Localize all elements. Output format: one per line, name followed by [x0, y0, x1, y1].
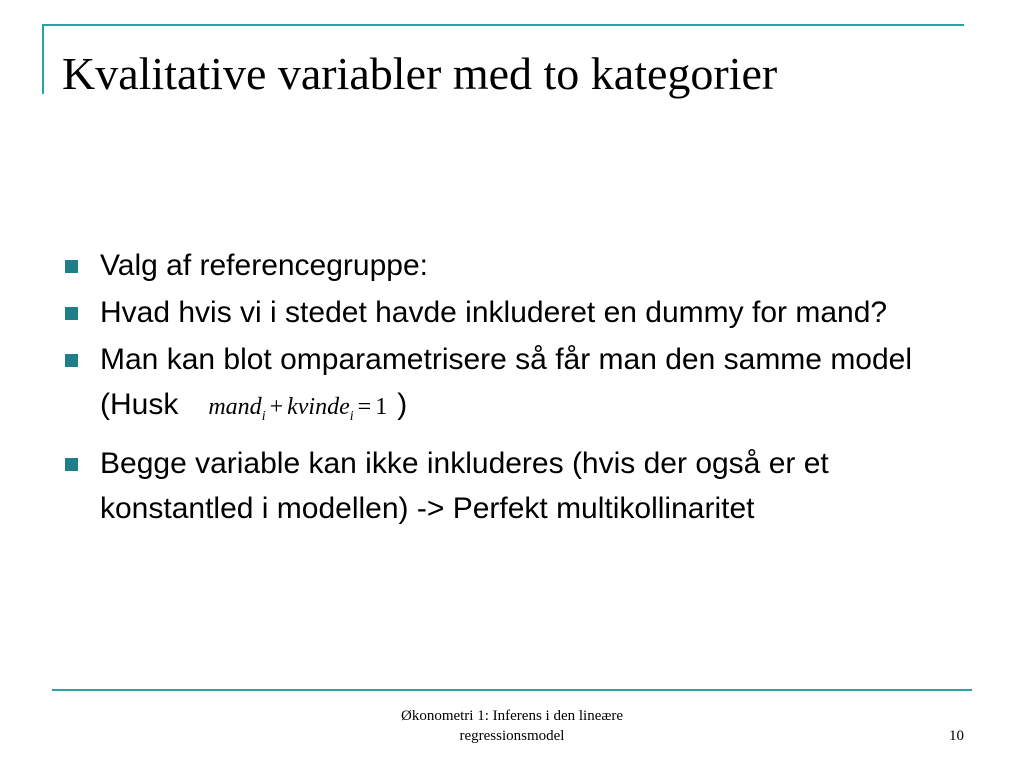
slide-title: Kvalitative variabler med to kategorier: [62, 48, 778, 99]
formula-plus: +: [269, 394, 284, 420]
square-bullet-icon: [65, 260, 78, 273]
bullet-text: Hvad hvis vi i stedet havde inkluderet en dummy for mand?: [100, 296, 888, 329]
bullet-text: Man kan blot omparametrisere så får man den samme model (Husk: [100, 343, 913, 421]
bullet-list: [62, 243, 962, 533]
square-bullet-icon: [65, 307, 78, 320]
title-top-rule: [42, 24, 964, 26]
square-bullet-icon: [65, 354, 78, 367]
formula-rhs: 1: [375, 394, 388, 420]
formula-subscript: i: [349, 408, 354, 424]
footer-course-title: [330, 706, 694, 746]
bullet-text: Begge variable kan ikke inkluderes (hvis der også er et konstantled i modellen) -> Perfekt multikollinaritet: [100, 446, 829, 525]
formula: [208, 385, 387, 439]
bullet-item: [62, 441, 962, 531]
title-left-rule: [42, 24, 44, 94]
square-bullet-icon: [65, 458, 78, 471]
formula-term-mand: mand: [208, 394, 262, 420]
footer-rule: [52, 689, 972, 691]
formula-term-kvinde: kvinde: [287, 394, 350, 420]
closing-parenthesis: ): [397, 388, 408, 421]
bullet-text: Valg af referencegruppe:: [100, 249, 428, 282]
formula-subscript: i: [261, 408, 266, 424]
page-number: 10: [949, 728, 964, 744]
bullet-item: [62, 243, 962, 288]
footer-line-1: Økonometri 1: Inferens i den lineære: [400, 708, 624, 724]
bullet-item: [62, 337, 962, 439]
formula-equals: =: [357, 394, 372, 420]
footer-line-2: regressionsmodel: [459, 728, 565, 744]
bullet-item: [62, 290, 962, 335]
